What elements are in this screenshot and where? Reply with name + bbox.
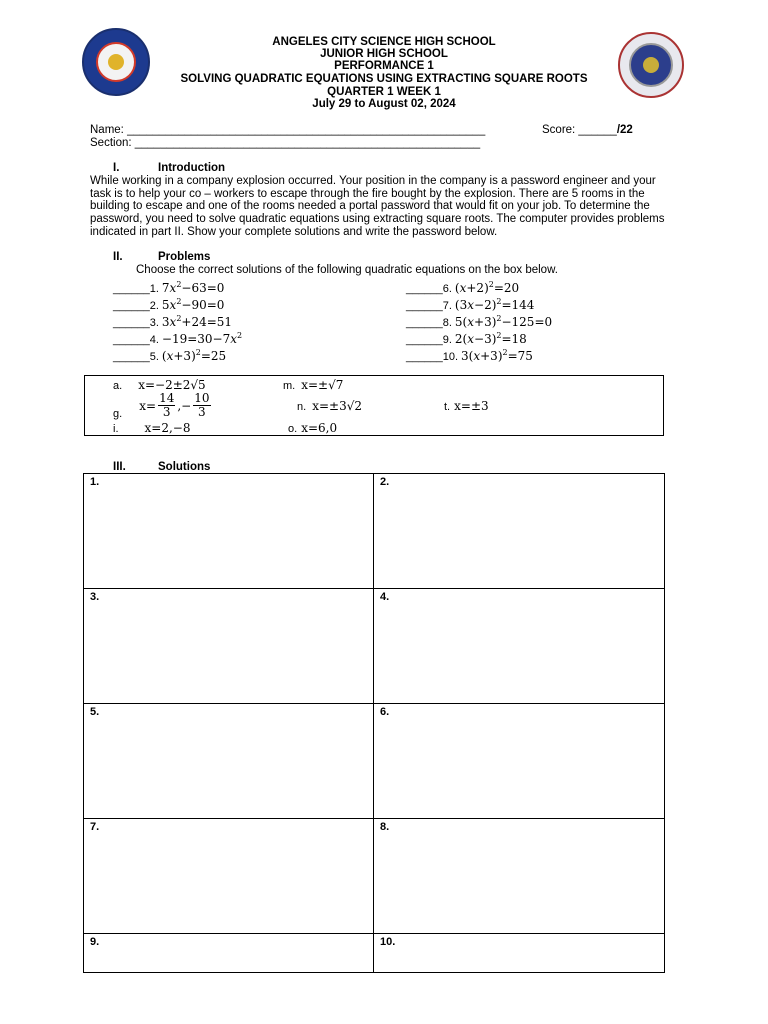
solution-cell[interactable] [374, 589, 664, 704]
problem-equation: $(3x-2)^2=144$ [454, 297, 535, 312]
solution-cell[interactable] [374, 474, 664, 589]
answer-blank[interactable]: ______ [113, 334, 150, 346]
problem-equation: $(x+3)^2=25$ [161, 348, 227, 363]
answer-blank[interactable]: ______ [113, 351, 150, 363]
problems-title: Problems [158, 251, 211, 263]
solutions-number: III. [113, 461, 126, 473]
problem-item [406, 331, 527, 346]
choice-a: a. x=−2±2√5 [113, 378, 206, 392]
problem-equation: $7x^2-63=0$ [161, 280, 225, 295]
solution-cell[interactable] [84, 934, 374, 972]
solution-cell[interactable] [84, 474, 374, 589]
problems-number: II. [113, 251, 123, 263]
problem-equation: $(x+2)^2=20$ [454, 280, 520, 295]
solution-cell[interactable] [374, 704, 664, 819]
problem-equation: $5(x+3)^2-125=0$ [454, 314, 553, 329]
problem-number: 4. [149, 334, 159, 346]
problem-number: 9. [442, 334, 452, 346]
solution-number: 9. [90, 936, 100, 948]
choice-n: n. x=±3√2 [297, 399, 362, 413]
solution-cell[interactable] [84, 819, 374, 934]
answer-blank[interactable]: ______ [113, 283, 150, 295]
problem-item [406, 280, 519, 295]
solution-number: 1. [90, 476, 100, 488]
problem-equation: $3x^2+24=51$ [161, 314, 233, 329]
solution-cell[interactable] [374, 934, 664, 972]
answer-blank[interactable]: ______ [406, 300, 443, 312]
solution-cell[interactable] [84, 589, 374, 704]
problem-item [113, 314, 232, 329]
answer-choices-box [84, 375, 664, 436]
problem-item [406, 348, 533, 363]
solution-number: 3. [90, 591, 100, 603]
problem-item [406, 314, 552, 329]
answer-blank[interactable]: ______ [113, 317, 150, 329]
intro-paragraph: While working in a company explosion occurred. Your position in the company is a password engineer and your task is to help your co – workers to escape through the fire bought by the explosion. There are 5 rooms in the building to escape and one of the rooms needed a portal password that would fit on your job. To determine the password, you need to solve quadratic equations using extracting square roots. The computer provides problems indicated in part II. Show your complete solutions and write the password below. [90, 175, 665, 238]
problem-number: 3. [149, 317, 159, 329]
intro-number: I. [113, 162, 120, 174]
name-field[interactable]: Name: ________________________________________________________ [90, 124, 486, 136]
solution-number: 2. [380, 476, 390, 488]
answer-blank[interactable]: ______ [406, 334, 443, 346]
choice-t: t. x=±3 [444, 399, 489, 413]
answer-blank[interactable]: ______ [406, 283, 443, 295]
topic-title: SOLVING QUADRATIC EQUATIONS USING EXTRACTING SQUARE ROOTS [180, 73, 588, 85]
choice-m: m. x=±√7 [283, 378, 344, 392]
school-level: JUNIOR HIGH SCHOOL [320, 48, 448, 60]
problem-equation: $5x^2-90=0$ [161, 297, 225, 312]
problem-item [113, 297, 224, 312]
solution-number: 5. [90, 706, 100, 718]
problem-equation: $3(x+3)^2=75$ [461, 348, 533, 363]
quarter-week: QUARTER 1 WEEK 1 [327, 86, 441, 98]
solution-number: 8. [380, 821, 390, 833]
problem-number: 2. [149, 300, 159, 312]
solution-number: 10. [380, 936, 396, 948]
score-field[interactable] [542, 124, 633, 136]
problem-item [406, 297, 534, 312]
problem-item [113, 331, 242, 346]
problem-item [113, 348, 226, 363]
choice-g: g. x= $\frac{14}{3}$ ,− $\frac{10}{3}$ [113, 391, 210, 420]
solution-number: 4. [380, 591, 390, 603]
solution-cell[interactable] [84, 704, 374, 819]
choice-o: o. x=6,0 [288, 421, 338, 435]
problem-number: 10. [442, 351, 459, 363]
solutions-grid [83, 473, 665, 973]
choice-i: i. x=2,−8 [113, 421, 191, 435]
solution-cell[interactable] [374, 819, 664, 934]
section-field[interactable]: Section: ______________________________________________________ [90, 137, 481, 149]
problems-instruction: Choose the correct solutions of the following quadratic equations on the box below. [136, 264, 558, 276]
problem-equation: $2(x-3)^2=18$ [454, 331, 527, 346]
problem-item [113, 280, 224, 295]
score-label: Score: ______ [542, 124, 617, 136]
solution-number: 7. [90, 821, 100, 833]
score-total: /22 [616, 124, 633, 136]
intro-title: Introduction [158, 162, 226, 174]
answer-blank[interactable]: ______ [406, 351, 443, 363]
date-range: July 29 to August 02, 2024 [312, 98, 456, 110]
problem-equation: $-19=30-7x^2$ [161, 331, 243, 346]
activity-title: PERFORMANCE 1 [334, 60, 434, 72]
problem-number: 8. [442, 317, 452, 329]
school-name: ANGELES CITY SCIENCE HIGH SCHOOL [272, 36, 496, 48]
problem-number: 5. [149, 351, 159, 363]
problem-number: 7. [442, 300, 452, 312]
problem-number: 6. [442, 283, 452, 295]
problem-number: 1. [149, 283, 159, 295]
answer-blank[interactable]: ______ [113, 300, 150, 312]
solutions-title: Solutions [158, 461, 211, 473]
solution-number: 6. [380, 706, 390, 718]
answer-blank[interactable]: ______ [406, 317, 443, 329]
